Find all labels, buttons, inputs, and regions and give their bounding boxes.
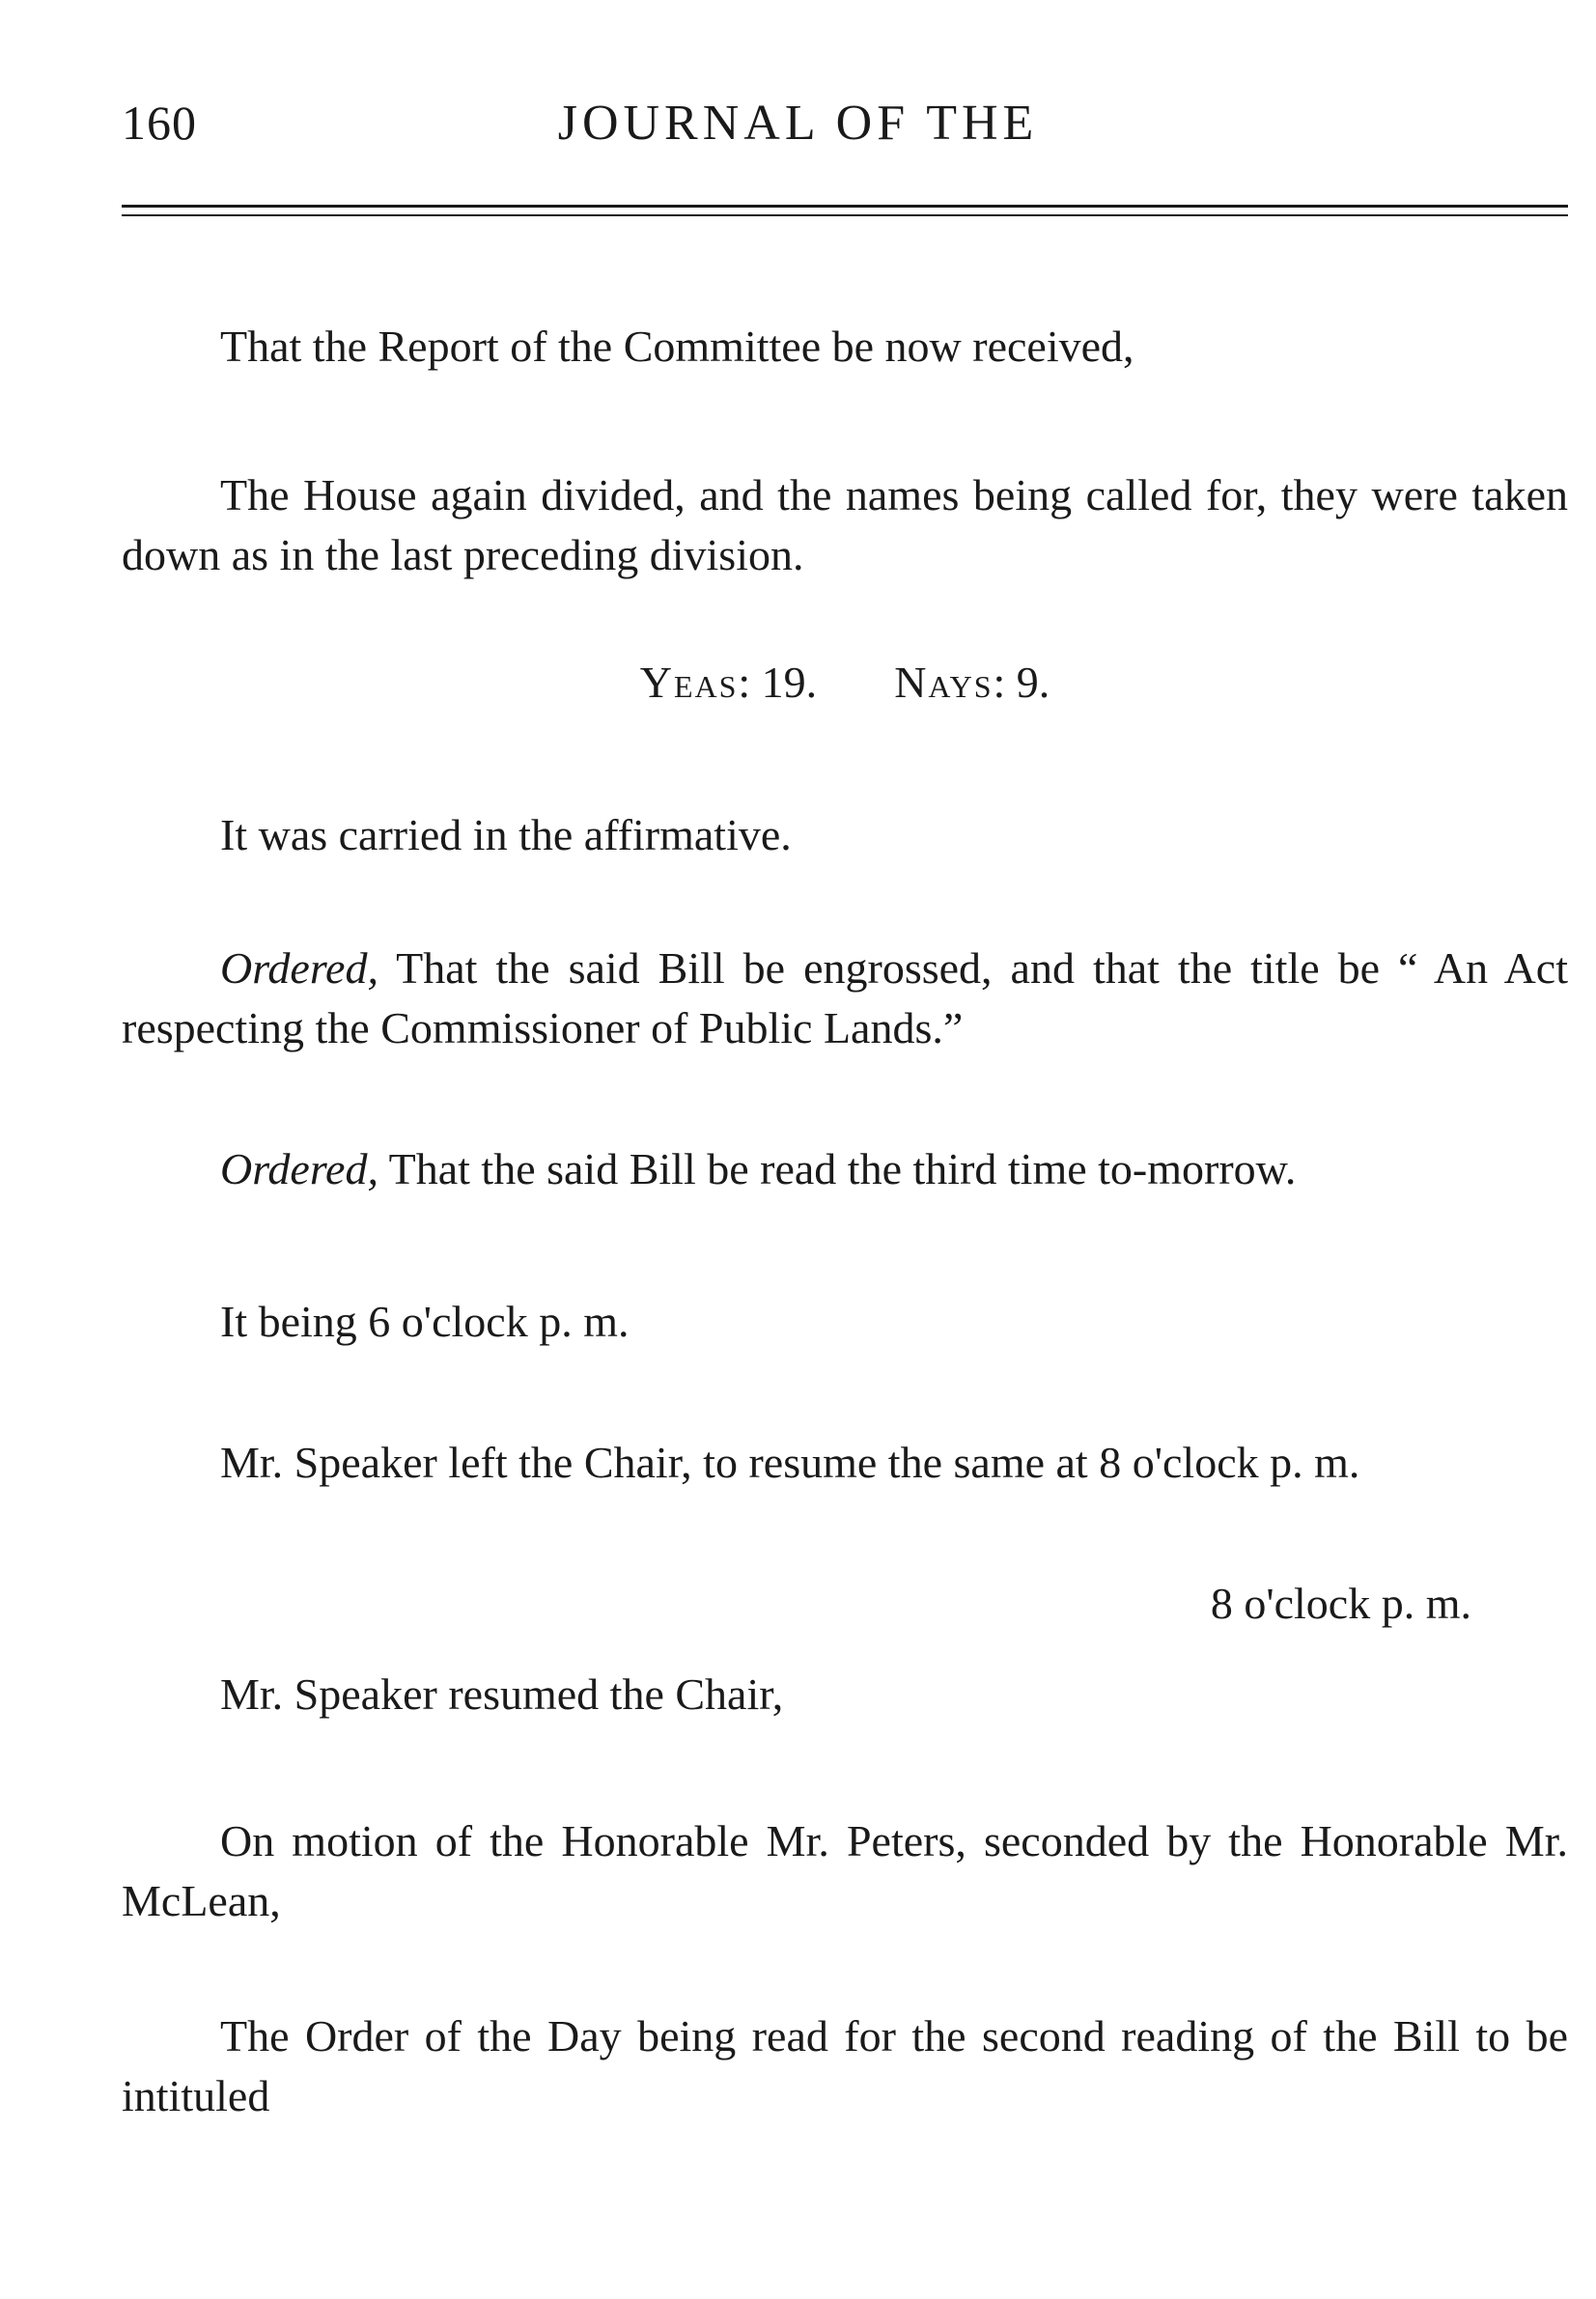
nays-label: Nays [894, 658, 994, 707]
ordered-third-reading-text: That the said Bill be read the third time to-morrow. [378, 1144, 1297, 1193]
header-rule-bottom [122, 214, 1568, 216]
ordered-engrossed-text: That the said Bill be engrossed, and that the title be “ An Act respecting the Commissioner of Public Lands.” [122, 943, 1568, 1052]
ordered-lead: Ordered, [220, 1144, 378, 1193]
ordered-lead: Ordered, [220, 943, 378, 993]
ordered-third-reading-paragraph [122, 1139, 1568, 1199]
house-divided-paragraph: The House again divided, and the names being called for, they were taken down as in the last preceding division. [122, 470, 1568, 579]
yeas-label: Yeas [639, 658, 739, 707]
motion-paragraph: On motion of the Honorable Mr. Peters, seconded by the Honorable Mr. McLean, [122, 1816, 1568, 1925]
page-number: 160 [122, 96, 197, 150]
nays-count: : 9. [993, 658, 1050, 707]
header-rule-top [122, 205, 1568, 208]
order-of-day-paragraph: The Order of the Day being read for the second reading of the Bill to be intituled [122, 2011, 1568, 2120]
ordered-engrossed-paragraph [122, 939, 1568, 1058]
carried-affirmative-paragraph: It was carried in the affirmative. [220, 810, 792, 859]
six-oclock-paragraph: It being 6 o'clock p. m. [220, 1297, 630, 1346]
eight-oclock-time-heading: 8 o'clock p. m. [1210, 1579, 1471, 1628]
running-head: JOURNAL OF THE [557, 96, 1039, 151]
speaker-left-chair-paragraph: Mr. Speaker left the Chair, to resume the same at 8 o'clock p. m. [220, 1438, 1360, 1487]
vote-tally [122, 653, 1568, 713]
speaker-resumed-chair-paragraph: Mr. Speaker resumed the Chair, [220, 1669, 784, 1719]
report-received-paragraph: That the Report of the Committee be now received, [220, 322, 1134, 371]
yeas-count: : 19. [738, 658, 818, 707]
